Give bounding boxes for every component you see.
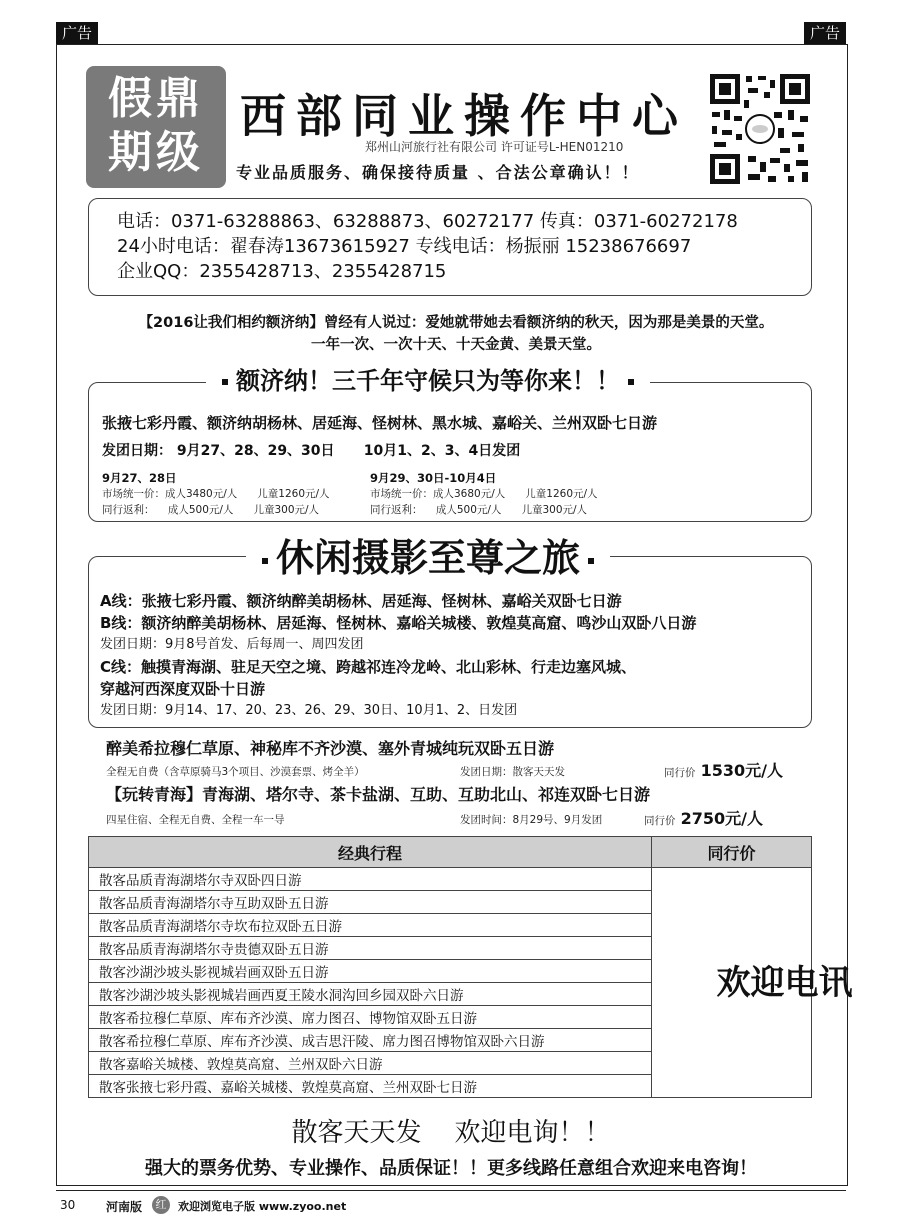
agency-logo xyxy=(86,66,226,188)
footer-site[interactable]: 欢迎浏览电子版 www.zyoo.net xyxy=(178,1200,347,1213)
route-cell: 散客希拉穆仁草原、库布齐沙漠、成吉思汗陵、席力图召博物馆双卧六日游 xyxy=(89,1029,652,1052)
route-cell: 散客品质青海湖塔尔寺互助双卧五日游 xyxy=(89,891,652,914)
bullet-icon xyxy=(262,558,268,564)
route-cell: 散客张掖七彩丹霞、嘉峪关城楼、敦煌莫高窟、兰州双卧七日游 xyxy=(89,1075,652,1098)
route-cell: 散客品质青海湖塔尔寺贵德双卧五日游 xyxy=(89,937,652,960)
header-price: 同行价 xyxy=(652,837,812,868)
ejina-col2-rebate: 同行返利： 成人500元/人 儿童300元/人 xyxy=(370,504,588,516)
qinghai-detail: 四星住宿、全程无自费、全程一车一导 xyxy=(106,814,285,826)
route-b: B线：额济纳醉美胡杨林、居延海、怪树林、嘉峪关城楼、敦煌莫高窟、鸣沙山双卧八日游 xyxy=(100,614,697,632)
ejina-col1-market: 市场统一价：成人3480元/人 儿童1260元/人 xyxy=(102,488,330,500)
qinghai-price: 2750元/人 xyxy=(680,809,763,828)
intro-line-2: 一年一次、一次十天、十天金黄、美景天堂。 xyxy=(311,337,601,353)
contact-phone: 电话：0371-63288863、63288873、60272177 传真：0371-60272178 xyxy=(117,211,738,232)
ejina-col2-market: 市场统一价：成人3680元/人 儿童1260元/人 xyxy=(370,488,598,500)
route-c-dates: 发团日期：9月14、17、20、23、26、29、30日、10月1、2、日发团 xyxy=(100,703,518,718)
qinghai-price-block xyxy=(644,806,763,829)
ad-tag-left: 广告 xyxy=(56,22,98,44)
company-license: 郑州山河旅行社有限公司 许可证号L-HEN01210 xyxy=(365,140,624,154)
route-c-line-2: 穿越河西深度双卧十日游 xyxy=(100,680,266,698)
bullet-icon xyxy=(628,379,634,385)
qr-code-icon xyxy=(708,72,812,186)
welcome-text: 欢迎电讯 xyxy=(716,962,853,1003)
contact-box xyxy=(88,198,812,296)
intro-line-1: 【2016让我们相约额济纳】曾经有人说过：爱她就带她去看额济纳的秋天，因为那是美景的天堂。 xyxy=(138,315,774,331)
contact-qq: 企业QQ：2355428713、2355428715 xyxy=(117,261,447,282)
logo-line-1: 假鼎 xyxy=(108,73,204,124)
table-row xyxy=(89,868,812,891)
page-title: 西部同业操作中心 xyxy=(240,89,688,143)
xilamuren-price-block xyxy=(664,758,783,781)
qinghai-depart: 发团时间：8月29号、9月发团 xyxy=(460,814,603,826)
page-number: 30 xyxy=(60,1198,76,1212)
photo-tour-details xyxy=(100,590,696,722)
route-a: A线：张掖七彩丹霞、额济纳醉美胡杨林、居延海、怪树林、嘉峪关双卧七日游 xyxy=(100,592,622,610)
ejina-price-col-1 xyxy=(102,470,330,518)
logo-line-2: 期级 xyxy=(108,127,204,178)
route-ab-dates: 发团日期：9月8号首发、后每周一、周四发团 xyxy=(100,637,364,652)
ejina-banner-text: 额济纳！三千年守候只为等你来！！ xyxy=(236,367,620,395)
ejina-route: 张掖七彩丹霞、额济纳胡杨林、居延海、怪树林、黑水城、嘉峪关、兰州双卧七日游 xyxy=(102,414,658,432)
ejina-dates: 发团日期： 9月27、28、29、30日 10月1、2、3、4日发团 xyxy=(102,443,521,459)
closing-advantages: 强大的票务优势、专业操作、品质保证！！更多线路任意组合欢迎来电咨询！ xyxy=(145,1158,757,1179)
xilamuren-price: 1530元/人 xyxy=(700,761,783,780)
header-route: 经典行程 xyxy=(89,837,652,868)
qinghai-title: 【玩转青海】青海湖、塔尔寺、茶卡盐湖、互助、互助北山、祁连双卧七日游 xyxy=(106,785,651,804)
xilamuren-detail: 全程无自费（含草原骑马3个项目、沙漠套票、烤全羊） xyxy=(106,766,365,778)
contact-hotline: 24小时电话：翟春涛13673615927 专线电话：杨振丽 15238676697 xyxy=(117,236,692,257)
route-cell: 散客嘉峪关城楼、敦煌莫高窟、兰州双卧六日游 xyxy=(89,1052,652,1075)
ejina-col1-date: 9月27、28日 xyxy=(102,471,177,485)
photo-tour-banner xyxy=(246,536,610,580)
ad-tag-right: 广告 xyxy=(804,22,846,44)
ejina-col2-date: 9月29、30日-10月4日 xyxy=(370,471,497,485)
xilamuren-price-label: 同行价 xyxy=(664,767,696,779)
route-c-line-1: C线：触摸青海湖、驻足天空之境、跨越祁连冷龙岭、北山彩林、行走边塞风城、 xyxy=(100,658,637,676)
ejina-banner xyxy=(206,366,650,396)
bullet-icon xyxy=(588,558,594,564)
xilamuren-depart: 发团日期：散客天天发 xyxy=(460,766,565,778)
photo-tour-banner-text: 休闲摄影至尊之旅 xyxy=(276,536,581,580)
bullet-icon xyxy=(222,379,228,385)
route-cell: 散客沙湖沙坡头影视城岩画西夏王陵水洞沟回乡园双卧六日游 xyxy=(89,983,652,1006)
footer-divider xyxy=(56,1190,846,1191)
ejina-col1-rebate: 同行返利： 成人500元/人 儿童300元/人 xyxy=(102,504,320,516)
welcome-cell xyxy=(652,868,853,1098)
route-cell: 散客品质青海湖塔尔寺坎布拉双卧五日游 xyxy=(89,914,652,937)
closing-daily-departure: 散客天天发 欢迎电询！！ xyxy=(291,1118,611,1148)
edition-badge-icon: 红 xyxy=(152,1196,170,1214)
ejina-price-col-2 xyxy=(370,470,598,518)
route-cell: 散客品质青海湖塔尔寺双卧四日游 xyxy=(89,868,652,891)
qinghai-price-label: 同行价 xyxy=(644,815,676,827)
route-cell: 散客沙湖沙坡头影视城岩画双卧五日游 xyxy=(89,960,652,983)
classic-routes-table xyxy=(88,836,853,1098)
slogan: 专业品质服务、确保接待质量 、合法公章确认！！ xyxy=(236,163,640,182)
xilamuren-title: 醉美希拉穆仁草原、神秘库不齐沙漠、塞外青城纯玩双卧五日游 xyxy=(106,739,555,758)
edition-label: 河南版 xyxy=(106,1200,143,1214)
intro-text xyxy=(76,312,836,356)
route-cell: 散客希拉穆仁草原、库布齐沙漠、席力图召、博物馆双卧五日游 xyxy=(89,1006,652,1029)
